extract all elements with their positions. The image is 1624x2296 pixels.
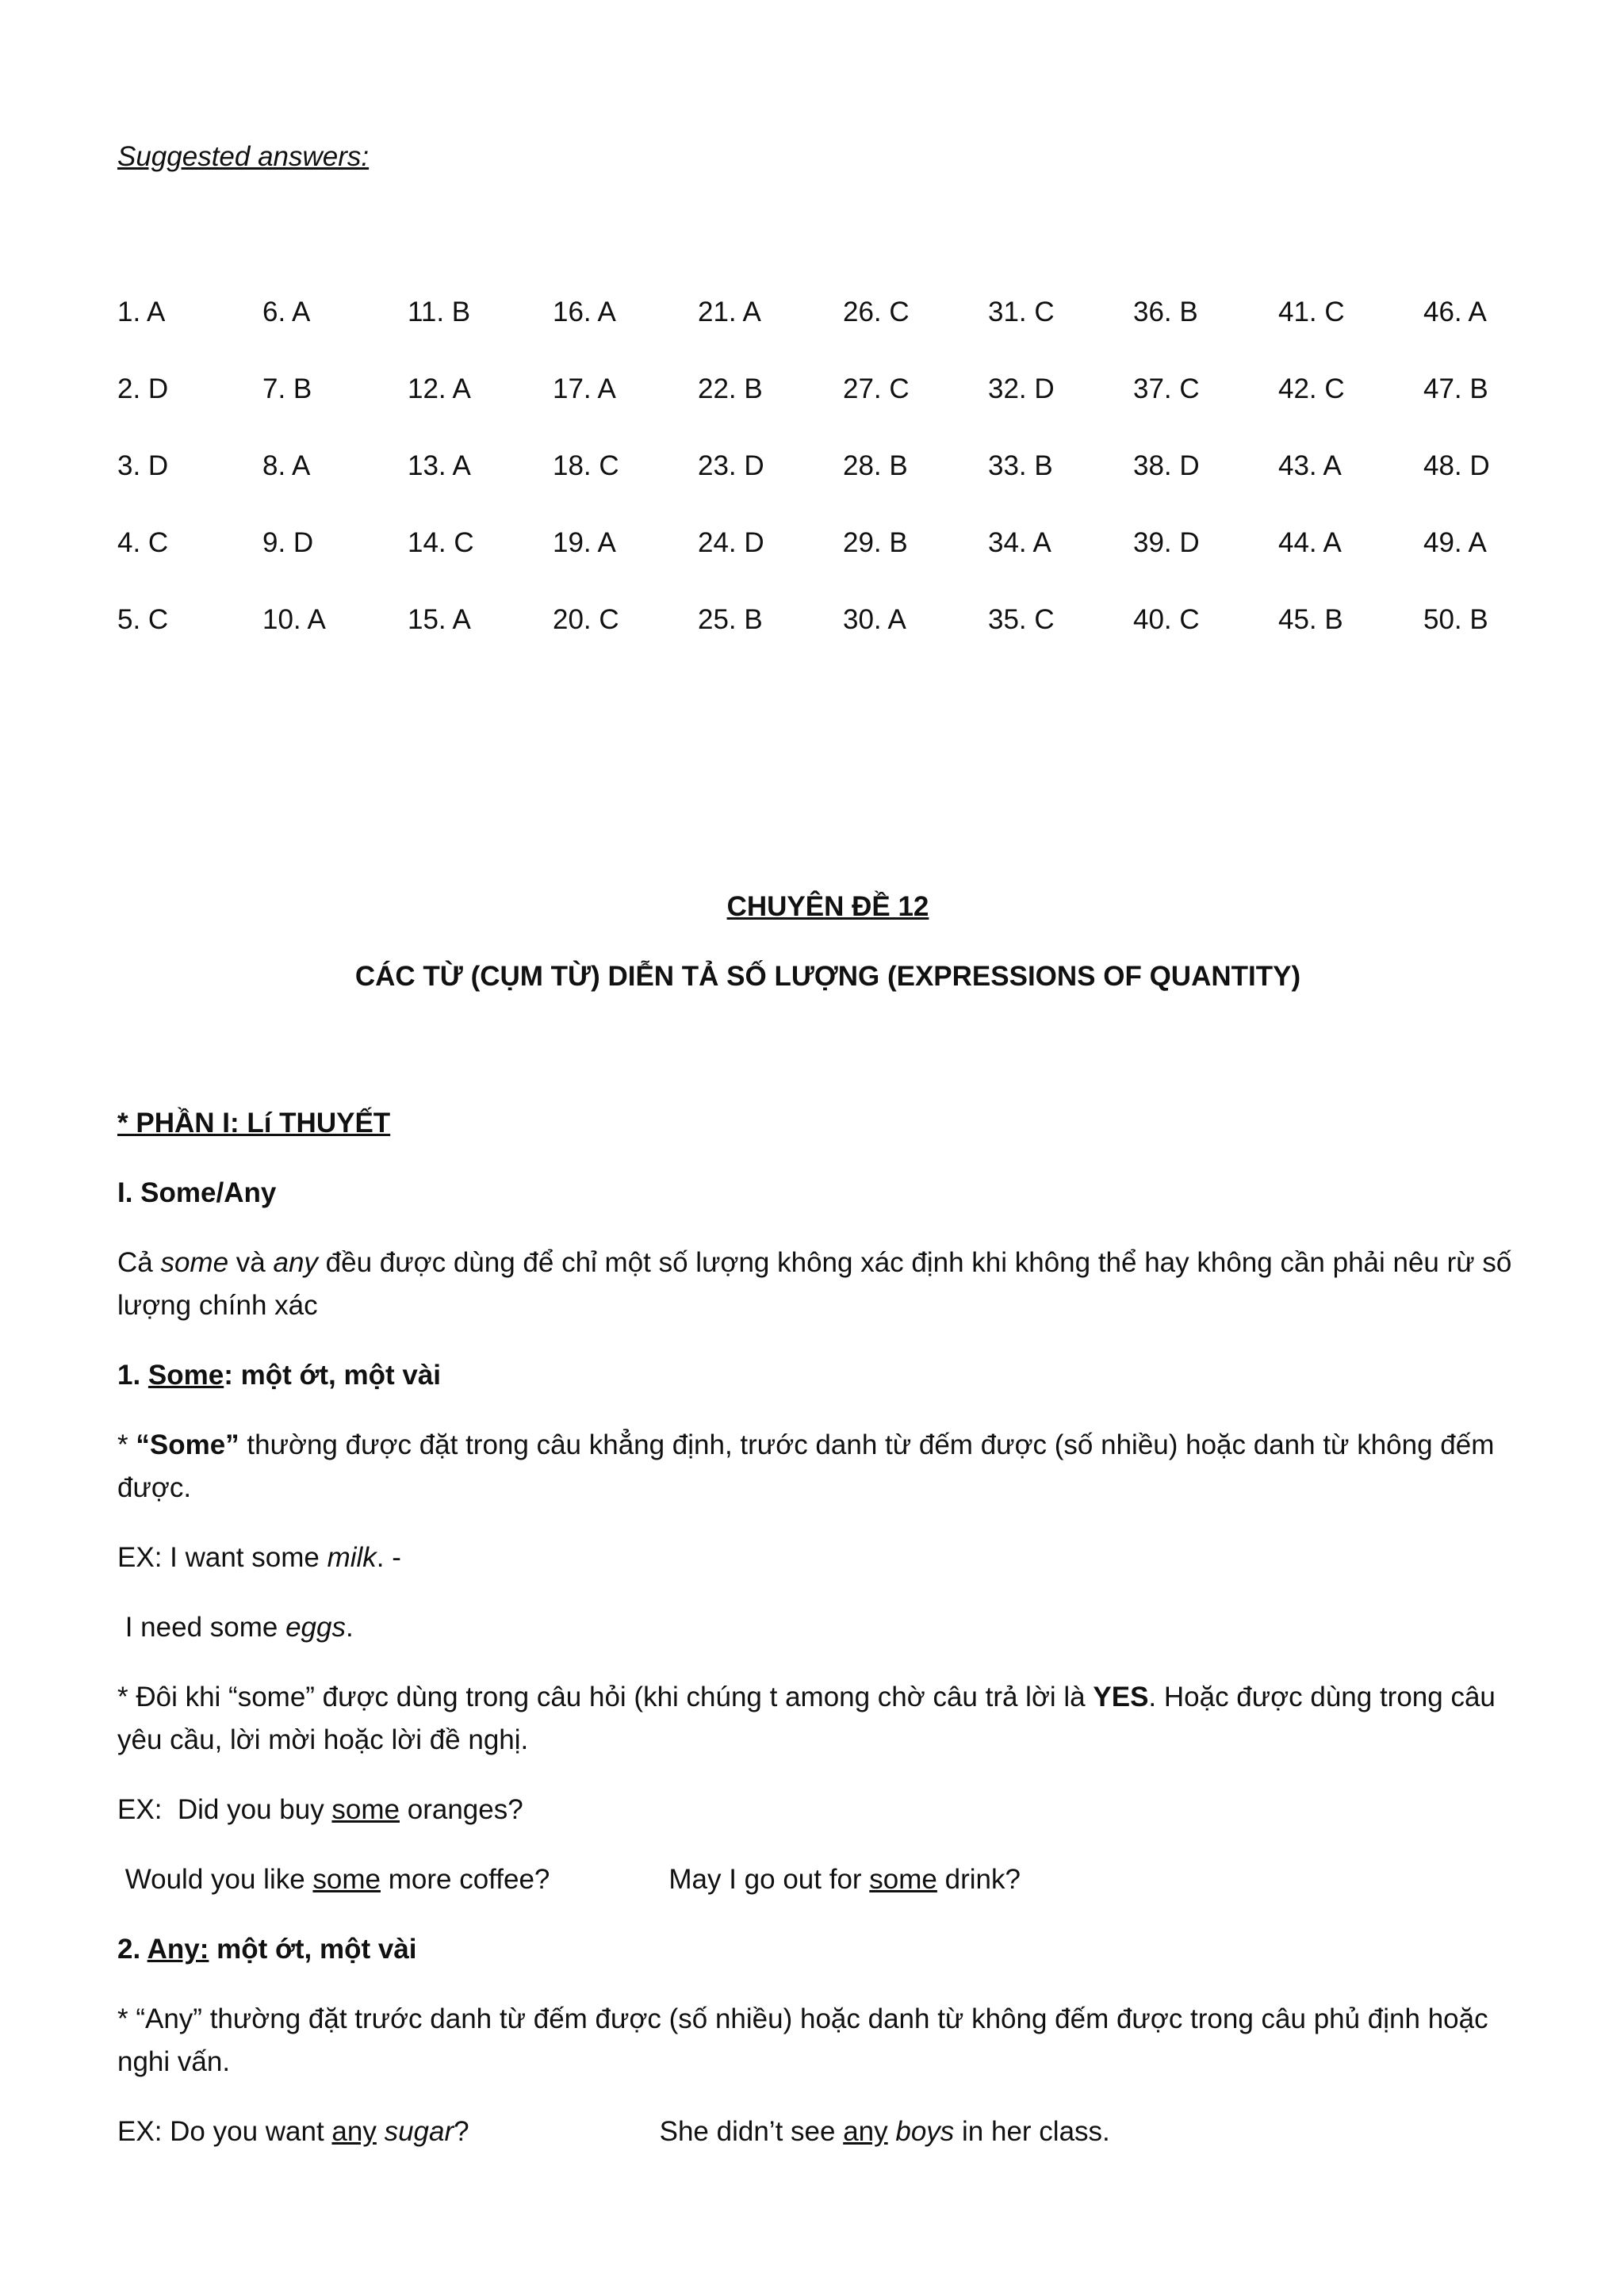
answer-cell: 4. C [117,527,169,558]
text-run: I need some [117,1612,286,1643]
answer-cell: 20. C [553,604,619,635]
text-run: some [331,1794,400,1825]
answer-row [117,297,1529,373]
answer-cell: 29. B [843,527,908,558]
text-run: * Đôi khi “some” được dùng trong câu hỏi (khi chúng t among chờ câu trả lời là [117,1682,1094,1712]
document-body [117,1102,1529,2180]
answer-cell: 2. D [117,373,169,404]
answer-cell: 28. B [843,450,908,481]
answer-cell: 9. D [262,527,314,558]
text-run: Cả [117,1247,161,1278]
answer-cell: 3. D [117,450,169,481]
text-run: và [228,1247,274,1278]
intro-paragraph [117,1242,1529,1327]
answer-cell: 35. C [988,604,1055,635]
some-heading [117,1354,1529,1397]
text-run: thường được đặt trong câu khẳng định, trước danh từ đếm được (số nhiều) hoặc danh từ không đếm được. [117,1429,1495,1503]
answer-cell: 36. B [1133,297,1198,327]
answer-cell: 41. C [1278,297,1345,327]
answer-cell: 23. D [698,450,764,481]
text-run: “Some” [136,1429,239,1460]
answer-cell: 7. B [262,373,312,404]
text-run: some [869,1864,937,1895]
example-line [117,2110,1529,2153]
text-run: EX: I want some [117,1542,327,1573]
answer-cell: 25. B [698,604,763,635]
answer-cell: 40. C [1133,604,1200,635]
text-run: boys [895,2116,955,2147]
answer-cell: 48. D [1423,450,1490,481]
part-heading: * PHẦN I: Lí THUYẾT [117,1108,391,1138]
text-run: oranges? [400,1794,523,1825]
answer-cell: 30. A [843,604,906,635]
answer-cell: 43. A [1278,450,1342,481]
answer-row [117,527,1529,604]
example-line [117,1789,1529,1831]
any-rule-paragraph: * “Any” thường đặt trước danh từ đếm được (số nhiều) hoặc danh từ không đếm được trong câu phủ định hoặc nghi vấn. [117,2003,1488,2077]
text-run: Any: [147,1934,209,1965]
answer-cell: 44. A [1278,527,1342,558]
text-run: any [273,1247,318,1278]
text-run: some [312,1864,381,1895]
text-run: EX: Do you want [117,2116,332,2147]
text-run: . [345,1612,354,1643]
text-run: She didn’t see [659,2116,844,2147]
answer-cell: 38. D [1133,450,1200,481]
answer-cell: 26. C [843,297,910,327]
answer-cell: 21. A [698,297,761,327]
answer-cell: 39. D [1133,527,1200,558]
text-run: . Hoặc được dùng trong câu yêu cầu, lời mời hoặc lời đề nghị. [117,1682,1496,1755]
answer-cell: 31. C [988,297,1055,327]
answer-row [117,604,1529,681]
text-run: ? [454,2116,469,2147]
text-run: : một ớt, một vài [224,1360,442,1391]
answer-cell: 17. A [553,373,616,404]
text-run: in her class. [954,2116,1110,2147]
answer-cell: 5. C [117,604,169,635]
section-heading: I. Some/Any [117,1177,277,1208]
text-run: Some [147,1360,224,1391]
any-heading [117,1928,1529,1971]
answer-key-table [117,297,1529,681]
answer-cell: 49. A [1423,527,1487,558]
answer-cell: 22. B [698,373,763,404]
suggested-answers-label: Suggested answers: [117,141,370,172]
answer-cell: 50. B [1423,604,1488,635]
answer-cell: 32. D [988,373,1055,404]
answer-cell: 19. A [553,527,616,558]
answer-cell: 46. A [1423,297,1487,327]
example-line [117,1858,1529,1901]
text-run: May I go out for [668,1864,870,1895]
text-run: . - [376,1542,401,1573]
text-run: eggs [285,1612,346,1643]
text-run: 1. [117,1360,148,1391]
text-run: some [160,1247,229,1278]
answer-cell: 24. D [698,527,764,558]
answer-cell: 42. C [1278,373,1345,404]
text-run: Would you like [117,1864,313,1895]
text-run: more coffee? [381,1864,550,1895]
answer-cell: 10. A [262,604,326,635]
answer-row [117,450,1529,527]
text-run: any [843,2116,888,2147]
text-run: milk [327,1542,377,1573]
answer-cell: 15. A [408,604,471,635]
some-rule-paragraph [117,1424,1529,1510]
some-question-paragraph [117,1676,1529,1762]
text-run: EX: Did you buy [117,1794,332,1825]
text-run: any [331,2116,377,2147]
answer-cell: 33. B [988,450,1053,481]
answer-cell: 18. C [553,450,619,481]
text-run: * [117,1429,136,1460]
answer-cell: 47. B [1423,373,1488,404]
answer-cell: 16. A [553,297,616,327]
text-run [888,2116,896,2147]
answer-cell: 45. B [1278,604,1343,635]
answer-cell: 14. C [408,527,474,558]
example-line [117,1606,1529,1649]
text-run [377,2116,385,2147]
answer-cell: 34. A [988,527,1051,558]
answer-cell: 13. A [408,450,471,481]
answer-cell: 37. C [1133,373,1200,404]
text-run: đều được dùng để chỉ một số lượng không xác định khi không thể hay không cần phải nêu rừ số lượng chính xác [117,1247,1512,1321]
text-run: một ớt, một vài [209,1934,417,1965]
text-run: drink? [936,1864,1021,1895]
chapter-title: CÁC TỪ (CỤM TỪ) DIỄN TẢ SỐ LƯỢNG (EXPRESSIONS OF QUANTITY) [354,961,1301,992]
answer-cell: 1. A [117,297,166,327]
text-run: 2. [117,1934,147,1965]
text-run: sugar [384,2116,454,2147]
answer-row [117,373,1529,450]
answer-cell: 27. C [843,373,910,404]
answer-cell: 6. A [262,297,311,327]
answer-cell: 11. B [408,297,471,327]
answer-cell: 8. A [262,450,311,481]
example-line [117,1536,1529,1579]
chapter-number-heading: CHUYÊN ĐỀ 12 [726,891,929,922]
answer-cell: 12. A [408,373,471,404]
text-run: YES [1093,1682,1149,1712]
